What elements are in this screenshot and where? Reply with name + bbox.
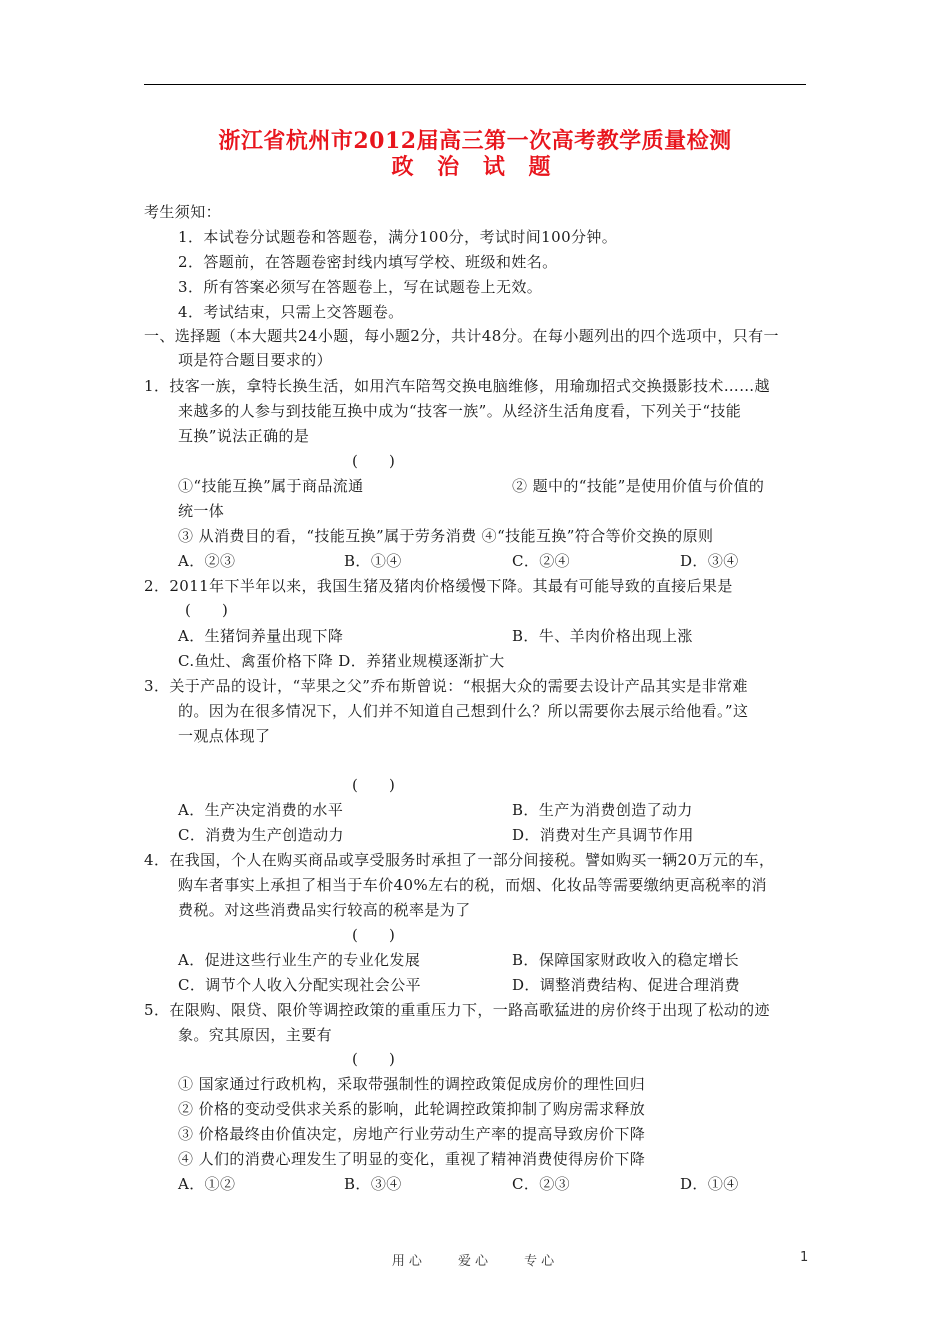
title-line-2: 政 治 试 题: [391, 154, 559, 180]
choice-a: A．①②: [178, 1175, 236, 1193]
choice-cd: C.鱼灶、禽蛋价格下降 D．养猪业规模逐渐扩大: [178, 652, 505, 670]
question-5-text: 象。究其原因，主要有: [178, 1026, 333, 1044]
notice-item: 1．本试卷分试题卷和答题卷，满分100分，考试时间100分钟。: [178, 228, 618, 246]
footer-word: 爱心: [457, 1254, 492, 1269]
notice-heading: 考生须知：: [144, 203, 222, 221]
choice-d: D．③④: [680, 552, 739, 570]
answer-paren: ( ): [352, 1050, 396, 1068]
question-1-option: ①“技能互换”属于商品流通: [178, 477, 364, 495]
question-1-text: 互换”说法正确的是: [178, 427, 310, 445]
choice-c: C．②③: [512, 1175, 571, 1193]
notice-item: 4．考试结束，只需上交答题卷。: [178, 303, 404, 321]
question-5-option: ① 国家通过行政机构，采取带强制性的调控政策促成房价的理性回归: [178, 1075, 646, 1093]
question-5-option: ② 价格的变动受供求关系的影响，此轮调控政策抑制了购房需求释放: [178, 1100, 646, 1118]
page-number: 1: [800, 1250, 809, 1265]
question-3-text: 的。因为在很多情况下，人们并不知道自己想到什么？所以需要你去展示给他看。”这: [178, 702, 749, 720]
question-4-text: 费税。对这些消费品实行较高的税率是为了: [178, 901, 471, 919]
question-5-option: ④ 人们的消费心理发生了明显的变化，重视了精神消费使得房价下降: [178, 1150, 646, 1168]
question-1-text: 来越多的人参与到技能互换中成为“技客一族”。从经济生活角度看，下列关于“技能: [178, 402, 742, 420]
choice-d: D．消费对生产具调节作用: [512, 826, 694, 844]
question-1-text: 1．技客一族，拿特长换生活，如用汽车陪驾交换电脑维修，用瑜珈招式交换摄影技术……越: [144, 377, 770, 395]
choice-c: C．②④: [512, 552, 571, 570]
question-5-option: ③ 价格最终由价值决定，房地产行业劳动生产率的提高导致房价下降: [178, 1125, 646, 1143]
choice-a: A．②③: [178, 552, 236, 570]
notice-item: 3．所有答案必须写在答题卷上，写在试题卷上无效。: [178, 278, 543, 296]
section-heading-cont: 项是符合题目要求的）: [178, 351, 333, 369]
choice-a: A．促进这些行业生产的专业化发展: [178, 951, 421, 969]
choice-d: D．①④: [680, 1175, 739, 1193]
answer-paren: ( ): [352, 452, 396, 470]
choice-b: B．牛、羊肉价格出现上涨: [512, 627, 693, 645]
choice-a: A．生产决定消费的水平: [178, 801, 344, 819]
question-5-text: 5．在限购、限贷、限价等调控政策的重重压力下，一路高歌猛进的房价终于出现了松动的迹: [144, 1001, 770, 1019]
choice-c: C．调节个人收入分配实现社会公平: [178, 976, 421, 994]
question-3-text: 3．关于产品的设计，“苹果之父”乔布斯曾说：“根据大众的需要去设计产品其实是非常难: [144, 677, 748, 695]
answer-paren: ( ): [352, 776, 396, 794]
section-heading: 一、选择题（本大题共24小题，每小题2分，共计48分。在每小题列出的四个选项中，只有一: [144, 327, 779, 345]
answer-paren: ( ): [185, 601, 229, 619]
question-1-option: 统一体: [178, 502, 225, 520]
footer-word: 专心: [524, 1254, 559, 1269]
choice-c: C．消费为生产创造动力: [178, 826, 344, 844]
question-1-option: ③ 从消费目的看，“技能互换”属于劳务消费 ④“技能互换”符合等价交换的原则: [178, 527, 714, 545]
choice-a: A．生猪饲养量出现下降: [178, 627, 344, 645]
title-line-1: 浙江省杭州市2012届高三第一次高考教学质量检测: [218, 128, 732, 154]
question-4-text: 购车者事实上承担了相当于车价40%左右的税，而烟、化妆品等需要缴纳更高税率的消: [178, 876, 767, 894]
choice-b: B．③④: [344, 1175, 402, 1193]
choice-d: D．调整消费结构、促进合理消费: [512, 976, 741, 994]
notice-item: 2．答题前，在答题卷密封线内填写学校、班级和姓名。: [178, 253, 558, 271]
choice-b: B．生产为消费创造了动力: [512, 801, 693, 819]
choice-b: B．保障国家财政收入的稳定增长: [512, 951, 740, 969]
header-rule: [144, 84, 806, 85]
question-2-text: 2．2011年下半年以来，我国生猪及猪肉价格缓慢下降。其最有可能导致的直接后果是: [144, 577, 733, 595]
question-3-text: 一观点体现了: [178, 727, 271, 745]
footer-word: 用心: [391, 1254, 426, 1269]
choice-b: B．①④: [344, 552, 402, 570]
question-4-text: 4．在我国，个人在购买商品或享受服务时承担了一部分间接税。譬如购买一辆20万元的车，: [144, 851, 775, 869]
answer-paren: ( ): [352, 926, 396, 944]
question-1-option: ② 题中的“技能”是使用价值与价值的: [512, 477, 765, 495]
